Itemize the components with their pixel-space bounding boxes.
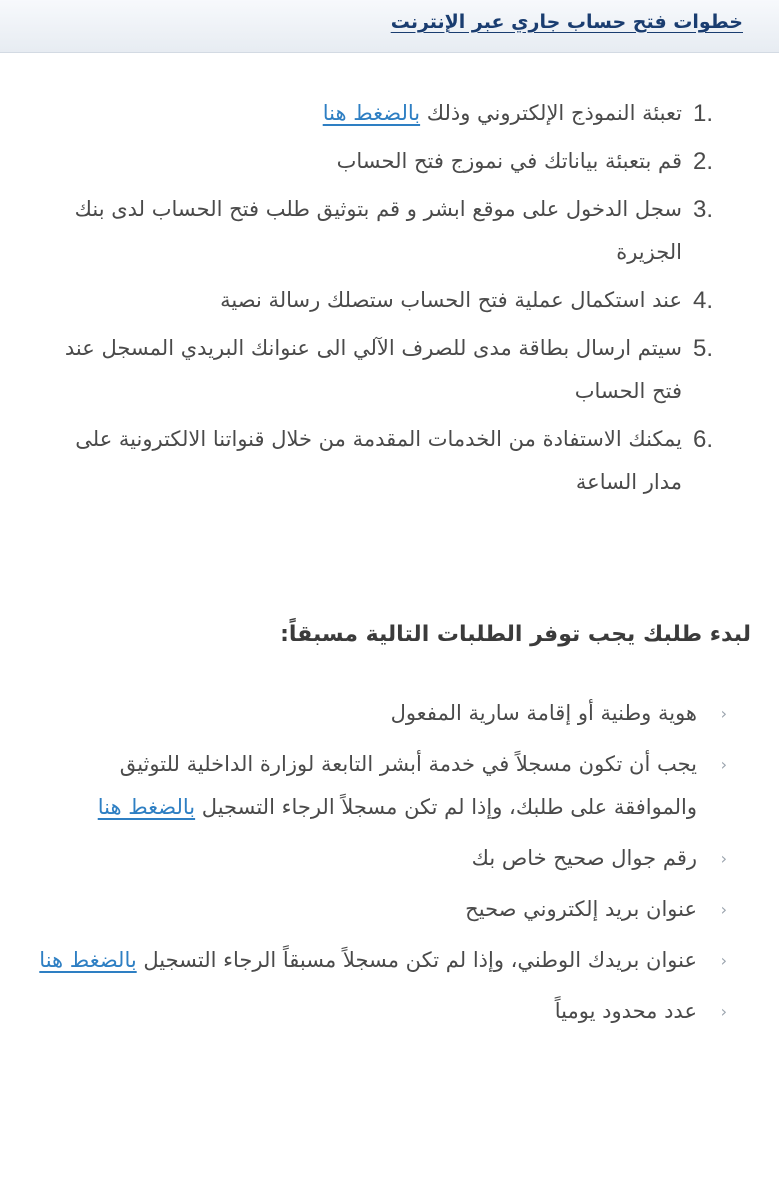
steps-list <box>37 92 727 509</box>
chevron-left-icon: ‹ <box>720 704 727 723</box>
chevron-left-icon: ‹ <box>720 755 727 774</box>
step-item <box>37 327 727 413</box>
click-here-link[interactable]: بالضغط هنا <box>322 101 421 125</box>
requirement-text: عنوان بريد إلكتروني صحيح <box>465 897 697 921</box>
step-text: سجل الدخول على موقع ابشر و قم بتوثيق طلب فتح الحساب لدى بنك الجزيرة <box>74 197 682 264</box>
step-text: تعبئة النموذج الإلكتروني وذلك <box>420 101 682 125</box>
step-item <box>37 188 727 274</box>
step-text: يمكنك الاستفادة من الخدمات المقدمة من خلال قنواتنا الالكترونية على مدار الساعة <box>75 427 682 494</box>
requirement-text: رقم جوال صحيح خاص بك <box>471 846 697 870</box>
requirements-list <box>37 692 727 1041</box>
step-text: عند استكمال عملية فتح الحساب ستصلك رسالة نصية <box>220 288 682 312</box>
chevron-left-icon: ‹ <box>720 849 727 868</box>
requirement-text: عنوان بريدك الوطني، وإذا لم تكن مسجلاً مسبقاً الرجاء التسجيل <box>136 948 697 972</box>
step-number: 4. <box>693 287 714 314</box>
click-here-link[interactable]: بالضغط هنا <box>97 795 196 819</box>
requirements-heading: لبدء طلبك يجب توفر الطلبات التالية مسبقاً: <box>280 622 751 647</box>
chevron-left-icon: ‹ <box>720 1002 727 1021</box>
step-text: قم بتعبئة بياناتك في نموزج فتح الحساب <box>336 149 682 173</box>
requirement-text: هوية وطنية أو إقامة سارية المفعول <box>390 701 697 725</box>
requirement-item <box>37 692 727 735</box>
requirement-item <box>37 990 727 1033</box>
requirement-text: يجب أن تكون مسجلاً في خدمة أبشر التابعة لوزارة الداخلية للتوثيق والموافقة على طلبك، وإذا لم تكن مسجلاً الرجاء التسجيل <box>119 752 697 819</box>
step-item <box>37 418 727 504</box>
requirement-item <box>37 939 727 982</box>
chevron-left-icon: ‹ <box>720 951 727 970</box>
step-number: 6. <box>693 426 714 453</box>
step-number: 5. <box>693 335 714 362</box>
chevron-left-icon: ‹ <box>720 900 727 919</box>
header-title-link[interactable]: خطوات فتح حساب جاري عبر الإنترنت <box>390 11 743 33</box>
requirement-item <box>37 743 727 829</box>
click-here-link[interactable]: بالضغط هنا <box>39 948 137 972</box>
requirement-text: عدد محدود يومياً <box>554 999 697 1023</box>
step-item <box>37 279 727 322</box>
step-number: 1. <box>693 100 714 127</box>
requirement-item <box>37 888 727 931</box>
step-item <box>37 92 727 135</box>
step-number: 2. <box>693 148 714 175</box>
step-number: 3. <box>693 196 714 223</box>
header-bar <box>0 0 779 53</box>
step-text: سيتم ارسال بطاقة مدى للصرف الآلي الى عنوانك البريدي المسجل عند فتح الحساب <box>64 336 682 403</box>
requirement-item <box>37 837 727 880</box>
step-item <box>37 140 727 183</box>
